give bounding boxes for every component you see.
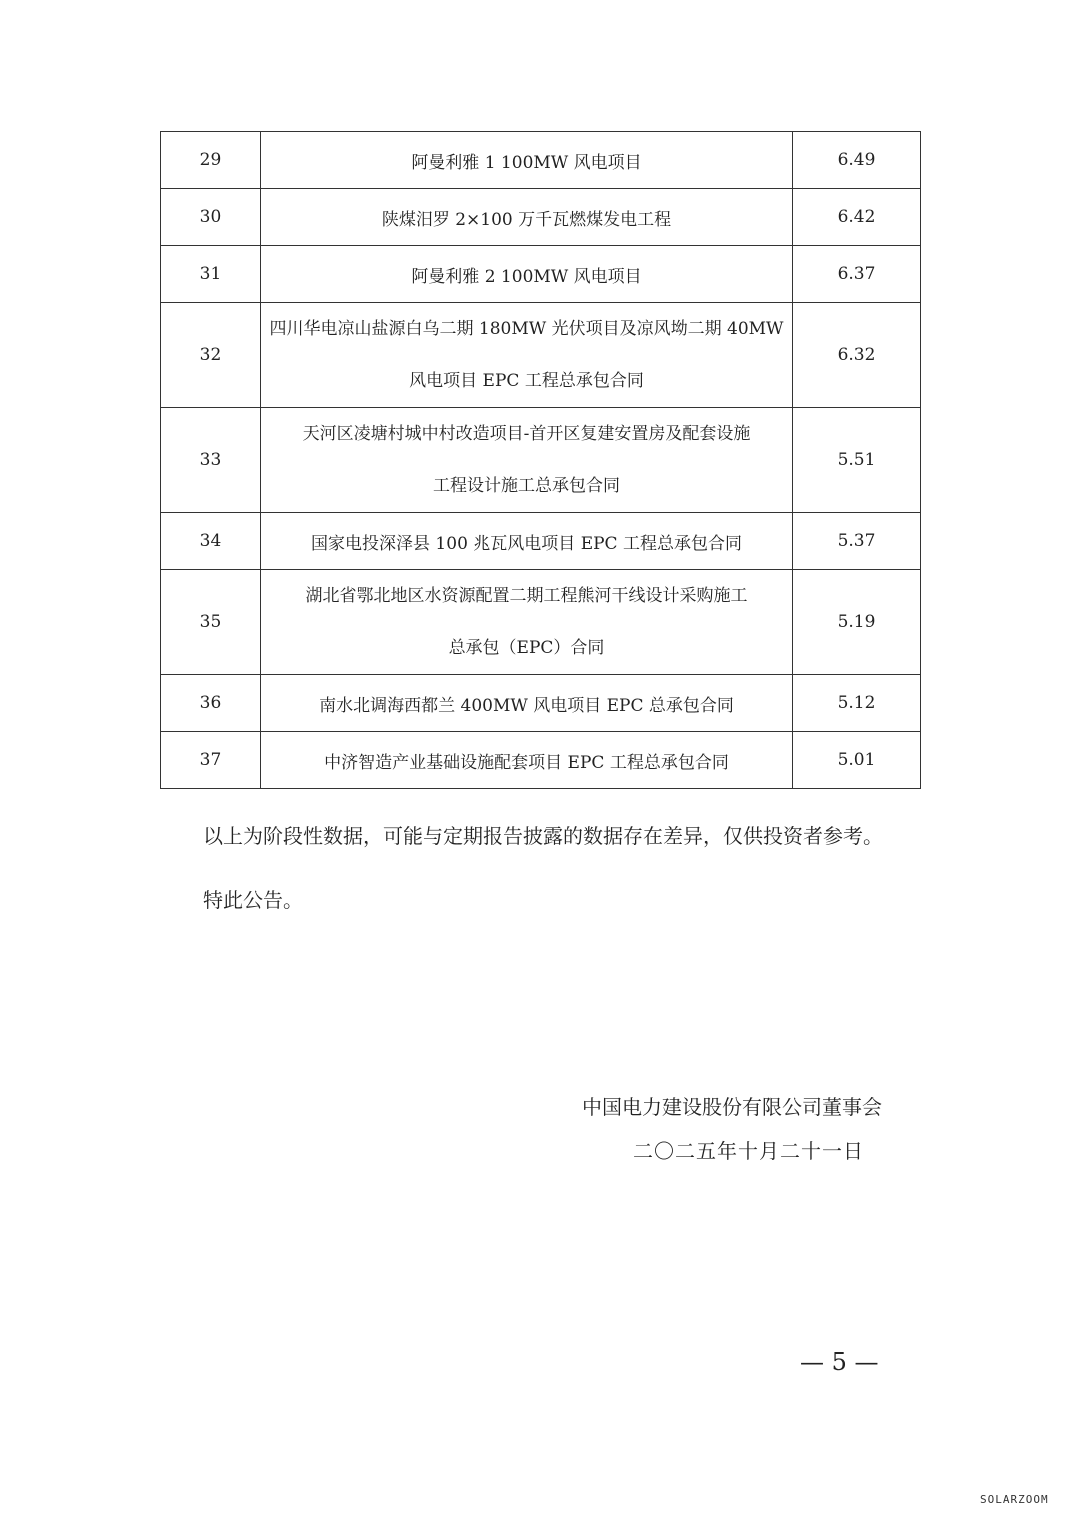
closing-paragraph: 特此公告。 — [203, 888, 303, 912]
disclaimer-paragraph: 以上为阶段性数据，可能与定期报告披露的数据存在差异，仅供投资者参考。 — [203, 824, 883, 848]
project-name-line: 天河区凌塘村城中村改造项目-首开区复建安置房及配套设施 — [302, 424, 751, 444]
project-name-line: 湖北省鄂北地区水资源配置二期工程熊河干线设计采购施工 — [305, 586, 748, 606]
row-number: 33 — [161, 408, 261, 513]
row-number: 34 — [161, 513, 261, 570]
project-name — [261, 303, 793, 408]
contract-amount: 5.51 — [793, 408, 921, 513]
contract-amount: 6.37 — [793, 246, 921, 303]
project-name-line: 总承包（EPC）合同 — [448, 638, 605, 658]
contract-amount: 6.32 — [793, 303, 921, 408]
table-row — [161, 246, 921, 303]
row-number: 32 — [161, 303, 261, 408]
row-number: 36 — [161, 675, 261, 732]
row-number: 35 — [161, 570, 261, 675]
contract-amount: 6.49 — [793, 132, 921, 189]
table-row — [161, 303, 921, 408]
table-row — [161, 570, 921, 675]
table-row — [161, 675, 921, 732]
project-name-line: 工程设计施工总承包合同 — [433, 476, 620, 496]
project-name-line: 风电项目 EPC 工程总承包合同 — [409, 371, 644, 391]
project-name-line: 四川华电凉山盐源白乌二期 180MW 光伏项目及凉风坳二期 40MW — [269, 319, 784, 339]
project-name: 南水北调海西都兰 400MW 风电项目 EPC 总承包合同 — [261, 675, 793, 732]
page-number: — 5 — — [800, 1348, 879, 1376]
project-name: 阿曼利雅 2 100MW 风电项目 — [261, 246, 793, 303]
row-number: 30 — [161, 189, 261, 246]
project-name: 陕煤汨罗 2×100 万千瓦燃煤发电工程 — [261, 189, 793, 246]
table-row — [161, 732, 921, 789]
table-row — [161, 513, 921, 570]
project-name — [261, 408, 793, 513]
project-name: 中济智造产业基础设施配套项目 EPC 工程总承包合同 — [261, 732, 793, 789]
contract-amount: 5.12 — [793, 675, 921, 732]
contract-amount: 6.42 — [793, 189, 921, 246]
table-row — [161, 408, 921, 513]
table-row — [161, 189, 921, 246]
project-table — [160, 131, 921, 789]
watermark: SOLARZOOM — [980, 1493, 1049, 1506]
row-number: 29 — [161, 132, 261, 189]
table-row — [161, 132, 921, 189]
signature-organization: 中国电力建设股份有限公司董事会 — [582, 1095, 882, 1119]
contract-amount: 5.37 — [793, 513, 921, 570]
contract-amount: 5.19 — [793, 570, 921, 675]
signature-date: 二〇二五年十月二十一日 — [633, 1139, 864, 1163]
project-name: 阿曼利雅 1 100MW 风电项目 — [261, 132, 793, 189]
row-number: 31 — [161, 246, 261, 303]
row-number: 37 — [161, 732, 261, 789]
contract-amount: 5.01 — [793, 732, 921, 789]
project-name — [261, 570, 793, 675]
project-name: 国家电投深泽县 100 兆瓦风电项目 EPC 工程总承包合同 — [261, 513, 793, 570]
